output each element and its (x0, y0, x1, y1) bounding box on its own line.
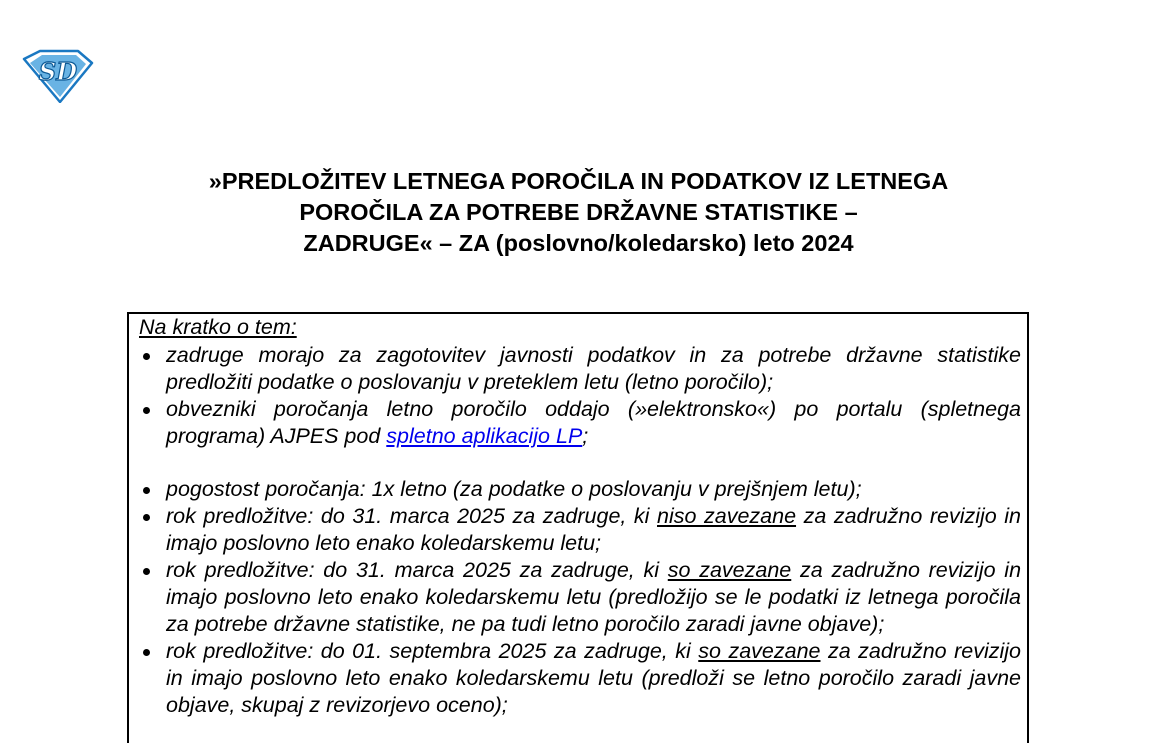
item-emphasis: niso zavezane (657, 504, 797, 528)
item-text-before: rok predložitve: do 31. marca 2025 za zadruge, ki (166, 504, 657, 528)
lp-app-link[interactable]: spletno aplikacijo LP (386, 424, 583, 448)
list-item (139, 503, 1021, 557)
title-line-1: »PREDLOŽITEV LETNEGA POROČILA IN PODATKOV IZ LETNEGA (208, 168, 949, 194)
list-item (139, 396, 1021, 450)
sd-shield-logo-icon (22, 49, 94, 103)
item-text: pogostost poročanja: 1x letno (za podatke o poslovanju v prejšnjem letu); (166, 477, 862, 501)
bullet-icon (143, 568, 150, 575)
title-line-2: POROČILA ZA POTREBE DRŽAVNE STATISTIKE – (299, 199, 858, 225)
bullet-icon (143, 514, 150, 521)
list-item (139, 342, 1021, 396)
list-item (139, 476, 1021, 503)
document-title (120, 166, 1037, 259)
bullet-icon (143, 649, 150, 656)
item-text-after: za zadružno revizijo in imajo poslovno leto enako koledarskemu letu (predloži se letno poročilo zaradi javne objave, skupaj z revizorjevo oceno); (166, 639, 1022, 717)
svg-text:SD: SD (38, 57, 78, 86)
item-text: zadruge morajo za zagotovitev javnosti podatkov in za potrebe državne statistike predložiti podatke o poslovanju v preteklem letu (letno poročilo); (166, 343, 1021, 394)
item-text-after: za zadružno revizijo in imajo poslovno leto enako koledarskemu letu; (166, 504, 1022, 555)
summary-list (139, 342, 1021, 719)
item-emphasis: so zavezane (698, 639, 821, 663)
bullet-icon (143, 487, 150, 494)
item-text-before: rok predložitve: do 01. septembra 2025 za zadruge, ki (166, 639, 699, 663)
list-item (139, 557, 1021, 638)
item-text-after: za zadružno revizijo in imajo poslovno leto enako koledarskemu letu (predložijo se le podatki iz letnega poročila za potrebe državne statistike, ne pa tudi letno poročilo zaradi javne objave); (166, 558, 1022, 636)
item-text-after: ; (582, 424, 589, 448)
summary-box (127, 312, 1029, 743)
summary-heading: Na kratko o tem: (139, 315, 297, 339)
list-item (139, 638, 1021, 719)
bullet-icon (143, 407, 150, 414)
title-line-3: ZADRUGE« – ZA (poslovno/koledarsko) leto 2024 (303, 230, 854, 256)
item-emphasis: so zavezane (667, 558, 792, 582)
bullet-icon (143, 353, 150, 360)
item-text-before: obvezniki poročanja letno poročilo oddajo (»elektronsko«) po portalu (spletnega programa) AJPES pod (166, 397, 1021, 448)
item-text-before: rok predložitve: do 31. marca 2025 za zadruge, ki (166, 558, 668, 582)
